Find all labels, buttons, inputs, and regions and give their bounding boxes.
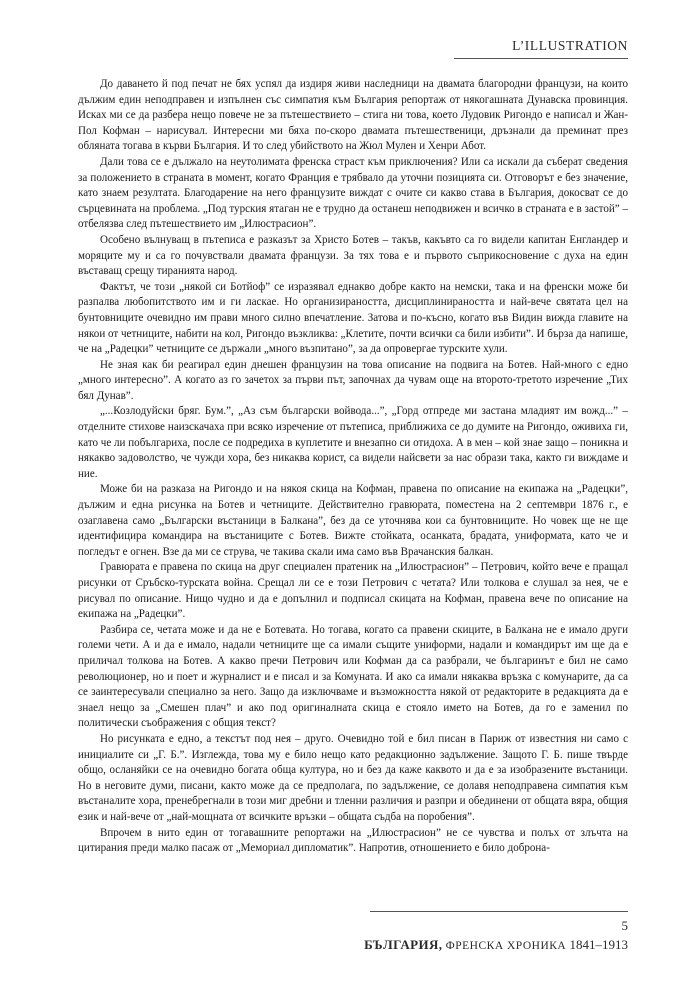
paragraph: Гравюрата е правена по скица на друг специален пратеник на „Илюстрасион” – Петрович, който вече е пращал рисунки от Сръбско-турската война. Срещал ли се е този Петрович с четата? Или толкова е слушал за нея, че е рисувал по описание. Нищо чудно и да е допълнил и подписал скицата на Кофман, правена вече по описание на екипажа на „Радецки”. xyxy=(78,561,628,621)
book-footer xyxy=(364,937,628,953)
book-years: 1841–1913 xyxy=(569,937,628,952)
page-number: 5 xyxy=(621,918,628,933)
article-body xyxy=(78,77,628,857)
paragraph: „...Козлодуйски бряг. Бум.”, „Аз съм български войвода...”, „Горд отпреде ми застана младият им вожд...” – отделните стихове наизскачаха при всяко изречение от пътеписа, приближиха се до думите на Ригондо, оживиха ги, като че ли побългариха, после се подредиха в куплетите и внезапно си отидоха. А в мен – кой знае защо – поникна и някакво задоволство, че чужди хора, без никаква корист, са видели найсвети за нас образи така, както ги виждаме и ние. xyxy=(78,405,628,480)
paragraph: Дали това се е дължало на неутолимата френска страст към приключения? Или са искали да съберат сведения за положението в страната в момент, когато Франция е трябвало да уточни позицията си. Отговорът е без значение, като знаем резултата. Благодарение на него французите виждат с очите си какво става в България, докосват се до сърцевината на проблема. „Под турския ятаган не е трудно да останеш неподвижен и всичко в страната е в застой” – отбелязва след пътешествието им „Илюстрасион”. xyxy=(78,155,628,231)
paragraph: Впрочем в нито един от тогавашните репортажи на „Илюстрасион” не се чувства и полъх от злъчта на цитирания преди малко пасаж от „Мемориал дипломатик”. Напротив, отношението е било доброна- xyxy=(78,826,628,855)
paragraph: Не зная как би реагирал един днешен французин на това описание на подвига на Ботев. Най-много с едно „много интересно”. А когато аз го зачетох за първи път, започнах да чувам още на второто-третото изречение „Тих бял Дунав”. xyxy=(78,358,628,402)
paragraph: Може би на разказа на Ригондо и на някоя скица на Кофман, правена по описание на екипажа на „Радецки”, дължим и една рисунка на Ботев и четниците. Действително гравюрата, поместена на 2 септември 1876 г., е озаглавена само „Български въстаници в Балкана”, без да се уточнява кои са бунтовниците. Но човек ще не ще идентифицира командира на въстаниците с Ботев. Вижте стойката, осанката, брадата, униформата, като че и погледът е огнен. Взе да ми се струва, че такива скали има само във Врачанския балкан. xyxy=(78,483,628,558)
paragraph: До даването й под печат не бях успял да издиря живи наследници на двамата благородни французи, на които дължим един неподправен и изпълнен със симпатия към България репортаж от някогашната Дунавска провинция. Исках ми се да разбера нещо повече не за пътешествието – стига ни това, което Лудовик Ригондо е написал и Жан-Пол Кофман – нарисувал. Интересни ми бяха по-скоро двамата пътешественици, дръзнали да преминат през обляната тогава в кърви България. И то след убийството на Жюл Мулен и Хенри Абот. xyxy=(78,78,628,153)
book-subtitle: ФРЕНСКА ХРОНИКА xyxy=(445,940,567,952)
paragraph: Фактът, че този „някой си Ботйоф” се изразявал еднакво добре както на немски, така и на френски може би разпалва любопитството им и ги ласкае. Но организираността, дисциплинираността и най-вече святата цел на бунтовниците очевидно им прави много силно впечатление. Затова и по-късно, когато във Видин вижда главите на някои от четниците, набити на кол, Ригондо възкликва: „Клетите, почти всички са били избити”. И бърза да напише, че на „Радецки” четниците се държали „много възпитано”, за да опровергае турските хули. xyxy=(78,280,628,356)
paragraph: Но рисунката е едно, а текстът под нея – друго. Очевидно той е бил писан в Париж от известния ни само с инициалите си „Г. Б.”. Изглежда, това му е било нещо като редакционно задължение. Защото Г. Б. пише твърде общо, осланяйки се на очевидно богата обща култура, но и без да каже каквото и да е за изобразените въстаници. Но в неговите думи, писани, както може да се предполага, по задължение, се долавя неподправена симпатия към въстаналите хора, пренебрегнали в този миг дребни и тленни различия и разпри и обединени от общата вяра, общия език и най-вече от „най-мощната от всичките връзки – общата съдба на поробения”. xyxy=(78,732,628,823)
footer-rule xyxy=(370,911,628,912)
header-rule xyxy=(454,58,628,59)
book-title: БЪЛГАРИЯ, xyxy=(364,937,443,952)
paragraph: Разбира се, четата може и да не е Ботевата. Но тогава, когато са правени скиците, в Балкана не е имало други големи чети. А и да е имало, надали четниците ще са имали същите униформи, надали и командирът им ще да е приличал толкова на Ботев. А какво пречи Петрович или Кофман да са разбрали, че българинът е бил не само революционер, но и поет и журналист и е писал и за Комуната. И ако са имали някаква връзка с комунарите, да са се заинтересували специално за него. Защо да изключваме и възможността някой от редакторите в редакцията да е знаел нещо за „Смешен плач” и ако под оригиналната скица е стояло името на Ботев, да го е заменил по политически съображения с общия текст? xyxy=(78,623,628,730)
paragraph: Особено вълнуващ в пътеписа е разказът за Христо Ботев – такъв, какъвто са го видели капитан Енгландер и моряците му и са го почувствали двамата французи. За тях това е и първото съприкосновение с духа на един въставащ срещу тиранията народ. xyxy=(78,233,628,278)
running-head: L’ILLUSTRATION xyxy=(512,38,628,53)
